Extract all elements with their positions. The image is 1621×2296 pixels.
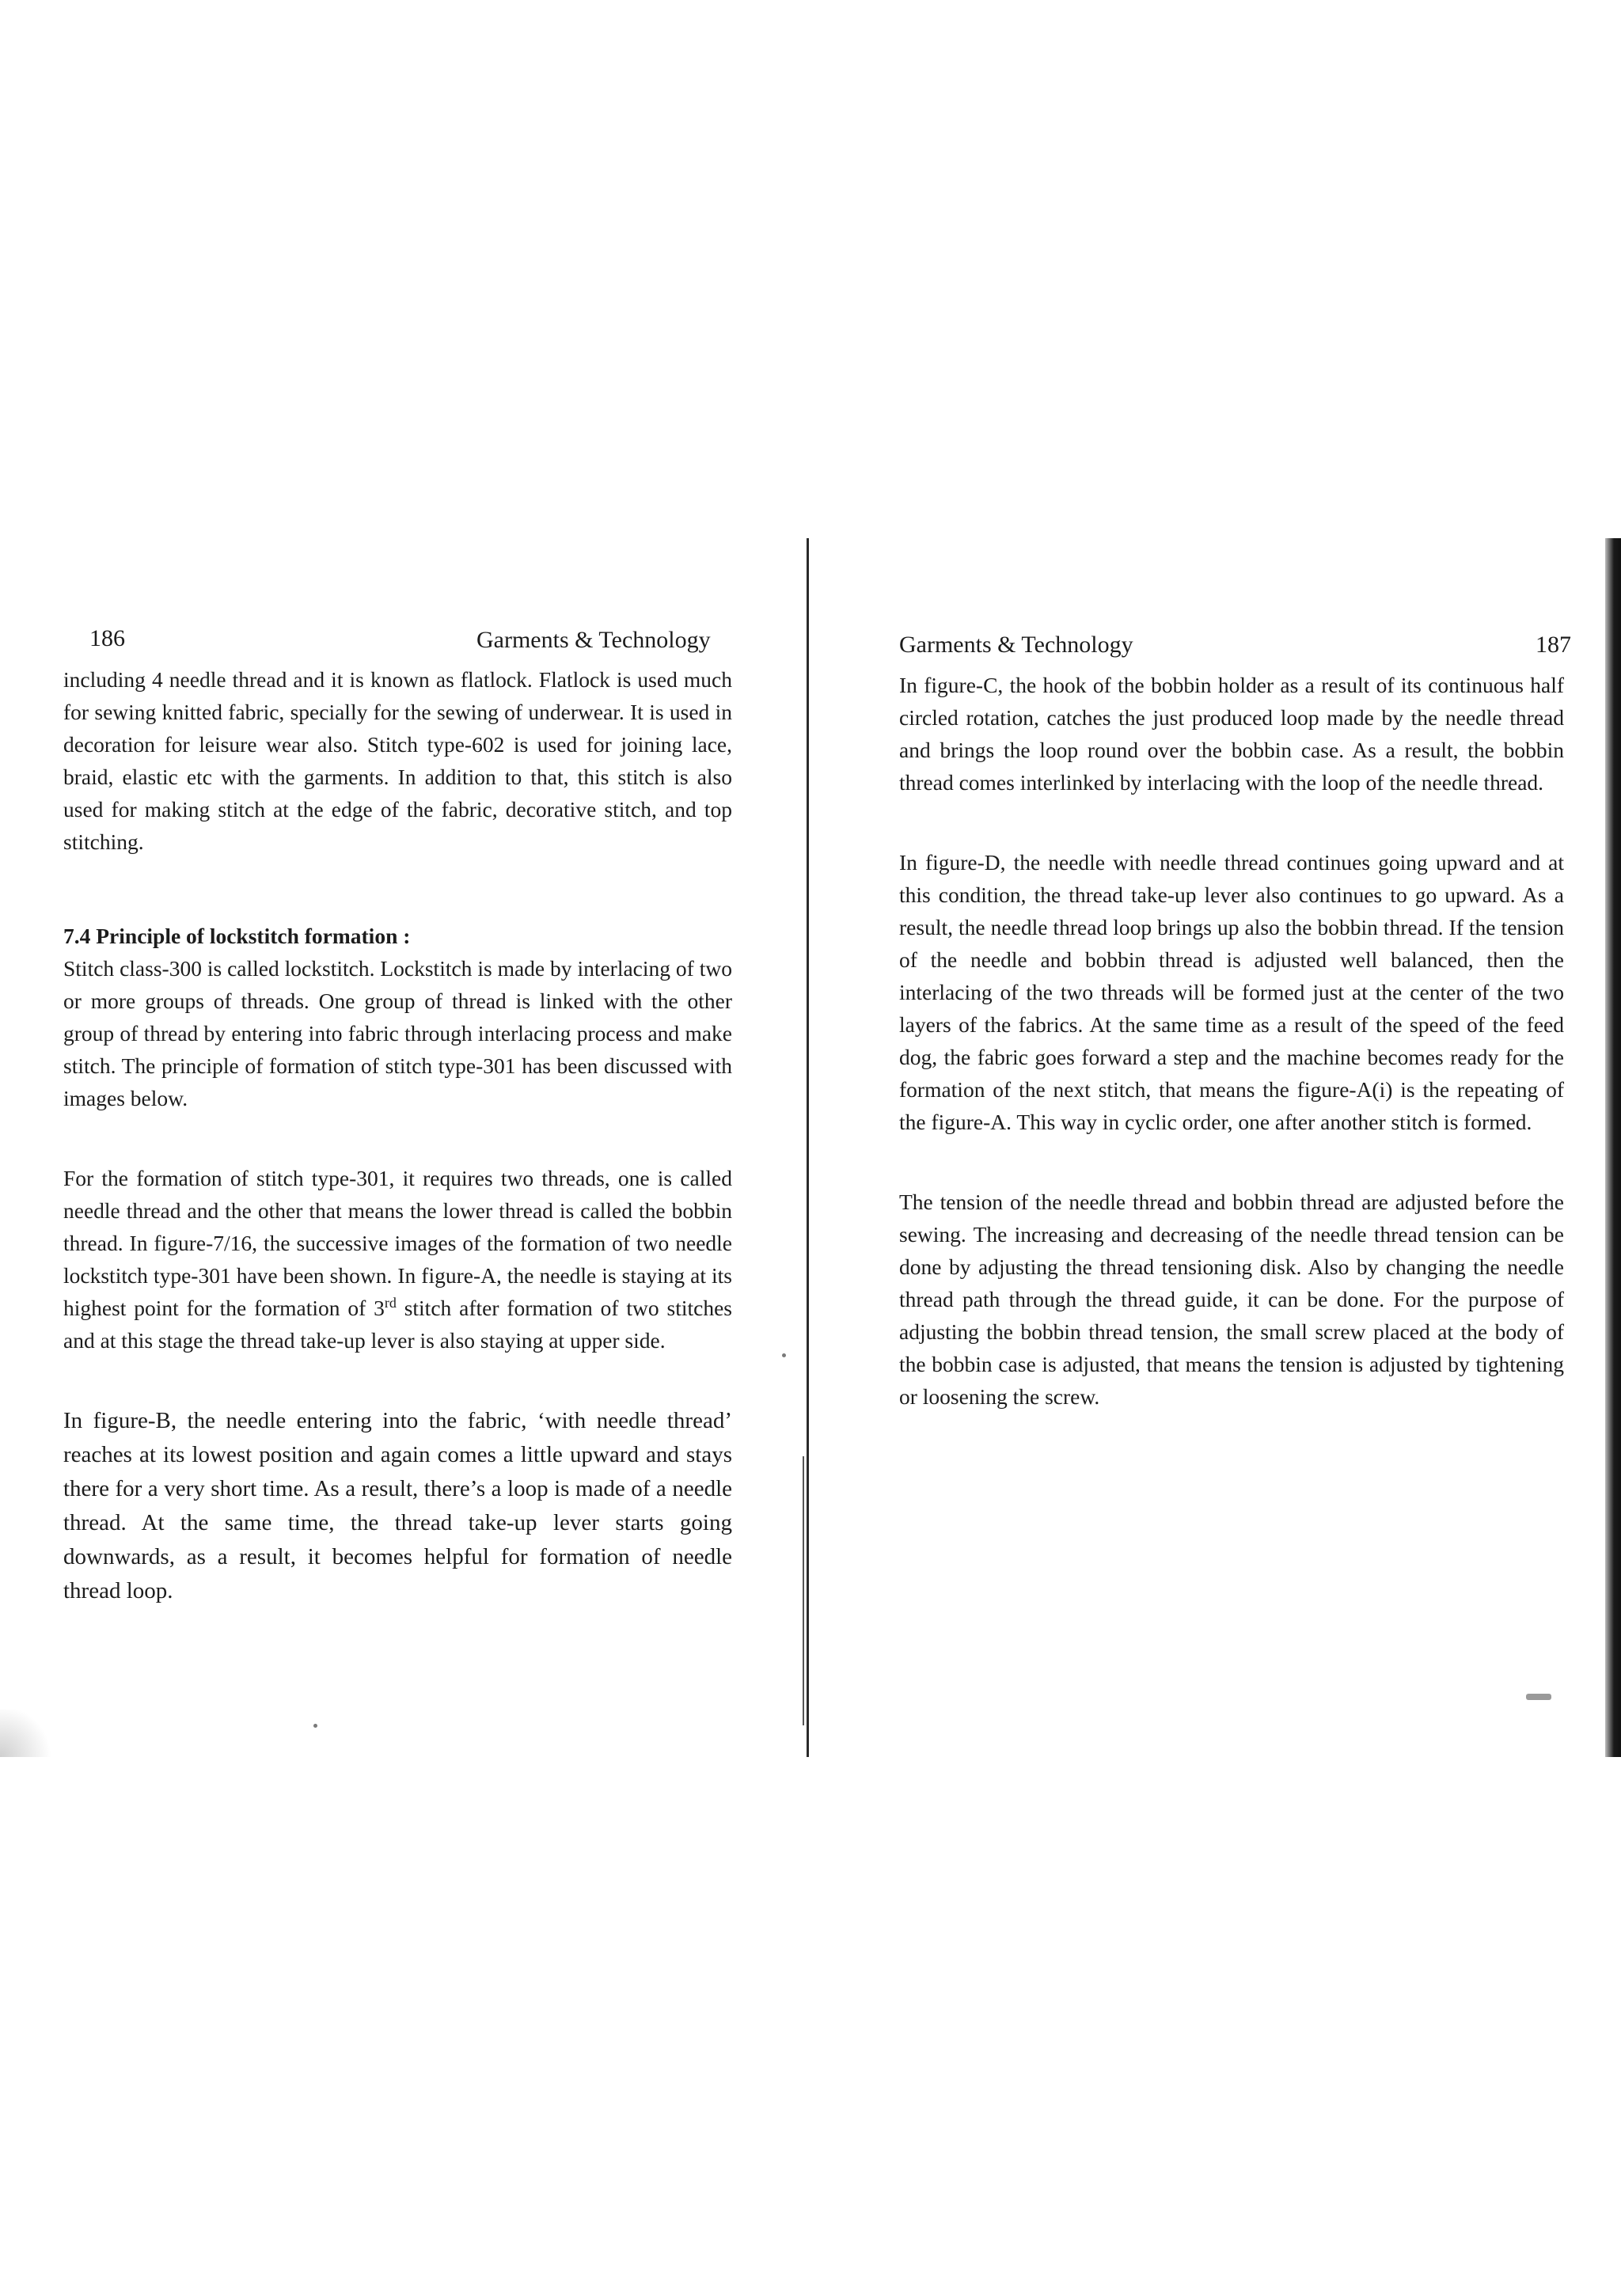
right-running-title: Garments & Technology: [899, 632, 1133, 658]
formation-text: For the formation of stitch type-301, it requires two threads, one is called needle thread and the other that means the lower thread is called the bobbin thread. In figure-7/16, the successive images of the formation of two needle lockstitch type-301 have been shown. In figure-A, the needle is staying at its highest point for the formation of 3: [63, 1166, 732, 1320]
binding-gutter: [807, 538, 809, 1757]
tension-paragraph: The tension of the needle thread and bobbin thread are adjusted before the sewing. The increasing and decreasing of the needle thread tension can be done by adjusting the thread tensioning disk. Also by changing the needle thread path through the thread guide, it can be done. For the purpose of adjusting the bobbin thread tension, the small screw placed at the body of the bobbin case is adjusted, that means the tension is adjusted by tightening or loosening the screw.: [899, 1190, 1564, 1409]
left-page-number: 186: [89, 625, 125, 651]
right-page-number: 187: [1536, 632, 1571, 658]
left-page-body: [63, 663, 732, 1608]
section-heading: 7.4 Principle of lockstitch formation :: [63, 924, 411, 948]
dust-speck: [313, 1724, 317, 1728]
left-running-title: Garments & Technology: [476, 627, 711, 653]
page-edge-shadow: [1605, 538, 1621, 1757]
ordinal-superscript: rd: [384, 1294, 397, 1311]
figure-b-paragraph: In figure-B, the needle entering into the fabric, ‘with needle thread’ reaches at its lowest position and again comes a little upward and stays there for a very short time. As a result, there’s a loop is made of a needle thread. At the same time, the thread take-up lever starts going downwards, as a result, it becomes helpful for formation of needle thread loop.: [63, 1408, 732, 1603]
dust-speck: [782, 1353, 786, 1357]
ink-smudge: [1526, 1694, 1551, 1700]
binding-gutter-shadow: [803, 1456, 804, 1725]
section-paragraph: Stitch class-300 is called lockstitch. Lockstitch is made by interlacing of two or more groups of threads. One group of thread is linked with the other group of thread by entering into fabric through interlacing process and make stitch. The principle of formation of stitch type-301 has been discussed with images below.: [63, 956, 732, 1110]
formation-paragraph: [63, 1162, 732, 1357]
intro-paragraph: including 4 needle thread and it is known as flatlock. Flatlock is used much for sewing knitted fabric, specially for the sewing of underwear. It is used in decoration for leisure wear also. Stitch type-602 is used for joining lace, braid, elastic etc with the garments. In addition to that, this stitch is also used for making stitch at the edge of the fabric, decorative stitch, and top stitching.: [63, 667, 732, 854]
figure-d-paragraph: In figure-D, the needle with needle thread continues going upward and at this condition, the thread take-up lever also continues to go upward. As a result, the needle thread loop brings up also the bobbin thread. If the tension of the needle and bobbin thread is adjusted well balanced, then the interlacing of the two threads will be formed just at the center of the two layers of the fabrics. At the same time as a result of the speed of the feed dog, the fabric goes forward a step and the machine becomes ready for the formation of the next stitch, that means the figure-A(i) is the repeating of the figure-A. This way in cyclic order, one after another stitch is formed.: [899, 850, 1564, 1134]
right-page-body: [899, 669, 1564, 1413]
figure-c-paragraph: In figure-C, the hook of the bobbin holder as a result of its continuous half circled rotation, catches the just produced loop made by the needle thread and brings the loop round over the bobbin case. As a result, the bobbin thread comes interlinked by interlacing with the loop of the needle thread.: [899, 673, 1564, 795]
page-corner-shadow: [0, 1710, 55, 1757]
formation-text-continued: stitch after formation of two stitches and at this stage the thread take-up lever is also staying at upper side.: [63, 1296, 732, 1353]
